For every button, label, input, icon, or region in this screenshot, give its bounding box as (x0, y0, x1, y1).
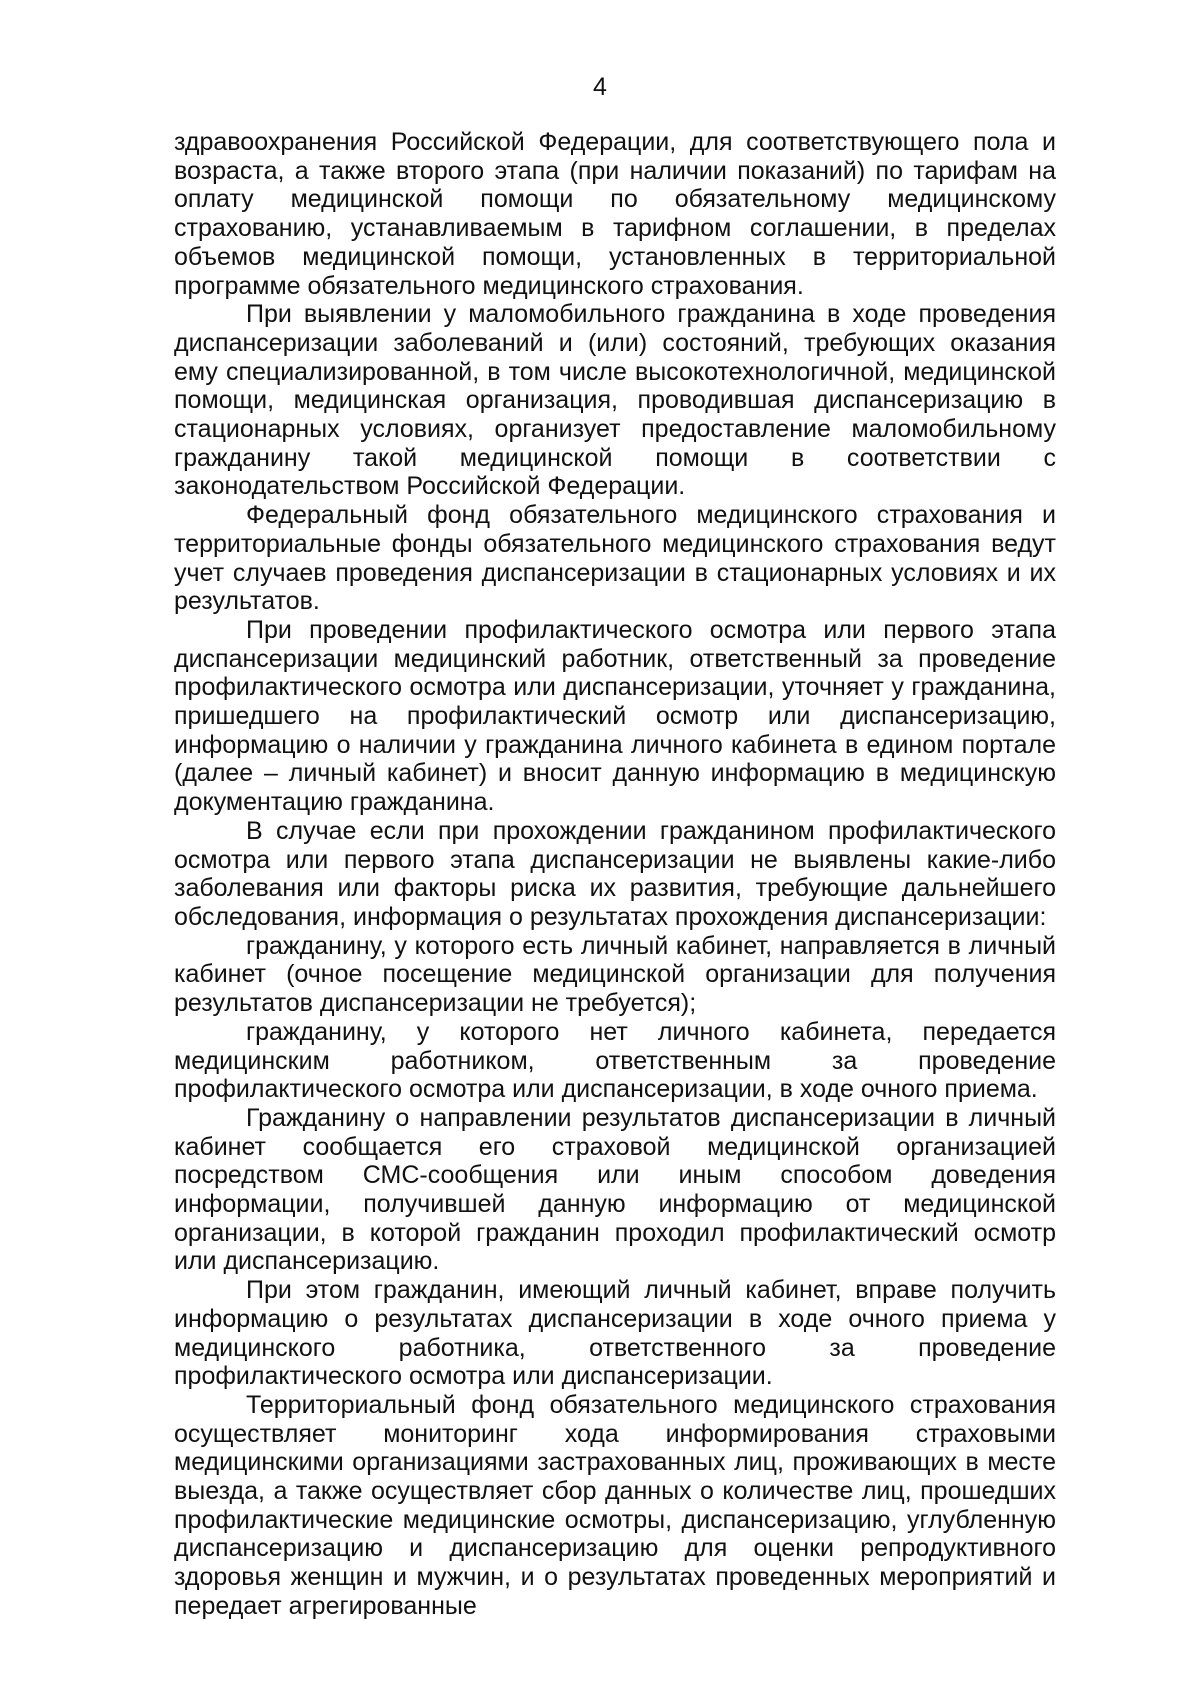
paragraph-in-person-results: При этом гражданин, имеющий личный кабинет, вправе получить информацию о результатах диспансеризации в ходе очного приема у медицинского работника, ответственного за проведение профилактического осмотра или диспансеризации. (174, 1276, 1056, 1391)
paragraph-with-personal-account: гражданину, у которого есть личный кабинет, направляется в личный кабинет (очное посещение медицинской организации для получения результатов диспансеризации не требуется); (174, 931, 1056, 1018)
paragraph-territorial-fund-monitoring: Территориальный фонд обязательного медицинского страхования осуществляет мониторинг хода информирования страховыми медицинскими организациями застрахованных лиц, проживающих в месте выезда, а также осуществляет сбор данных о количестве лиц, прошедших профилактические медицинские осмотры, диспансеризацию, углубленную диспансеризацию и диспансеризацию для оценки репродуктивного здоровья женщин и мужчин, и о результатах проведенных мероприятий и передает агрегированные (174, 1390, 1056, 1620)
paragraph-sms-notification: Гражданину о направлении результатов диспансеризации в личный кабинет сообщается его страховой медицинской организацией посредством СМС-сообщения или иным способом доведения информации, получившей данную информацию от медицинской организации, в которой гражданин проходил профилактический осмотр или диспансеризацию. (174, 1103, 1056, 1276)
paragraph-personal-account-check: При проведении профилактического осмотра или первого этапа диспансеризации медицинский работник, ответственный за проведение профилактического осмотра или диспансеризации, уточняет у гражданина, пришедшего на профилактический осмотр или диспансеризацию, информацию о наличии у гражданина личного кабинета в едином портале (далее – личный кабинет) и вносит данную информацию в медицинскую документацию гражданина. (174, 615, 1056, 817)
paragraph-without-personal-account: гражданину, у которого нет личного кабинета, передается медицинским работником, ответственным за проведение профилактического осмотра или диспансеризации, в ходе очного приема. (174, 1017, 1056, 1104)
paragraph-no-diseases-detected: В случае если при прохождении гражданином профилактического осмотра или первого этапа диспансеризации не выявлены какие-либо заболевания или факторы риска их развития, требующие дальнейшего обследования, информация о результатах прохождения диспансеризации: (174, 816, 1056, 931)
page-number: 4 (593, 73, 607, 101)
paragraph-low-mobility-citizen: При выявлении у маломобильного гражданина в ходе проведения диспансеризации заболеваний и (или) состояний, требующих оказания ему специализированной, в том числе высокотехнологичной, медицинской помощи, медицинская организация, проводившая диспансеризацию в стационарных условиях, организует предоставление маломобильному гражданину такой медицинской помощи в соответствии с законодательством Российской Федерации. (174, 300, 1056, 501)
paragraph-federal-fund-records: Федеральный фонд обязательного медицинского страхования и территориальные фонды обязательного медицинского страхования ведут учет случаев проведения диспансеризации в стационарных условиях и их результатов. (174, 501, 1056, 616)
document-body (174, 128, 1056, 1621)
paragraph-continuation: здравоохранения Российской Федерации, для соответствующего пола и возраста, а также второго этапа (при наличии показаний) по тарифам на оплату медицинской помощи по обязательному медицинскому страхованию, устанавливаемым в тарифном соглашении, в пределах объемов медицинской помощи, установленных в территориальной программе обязательного медицинского страхования. (174, 128, 1056, 300)
